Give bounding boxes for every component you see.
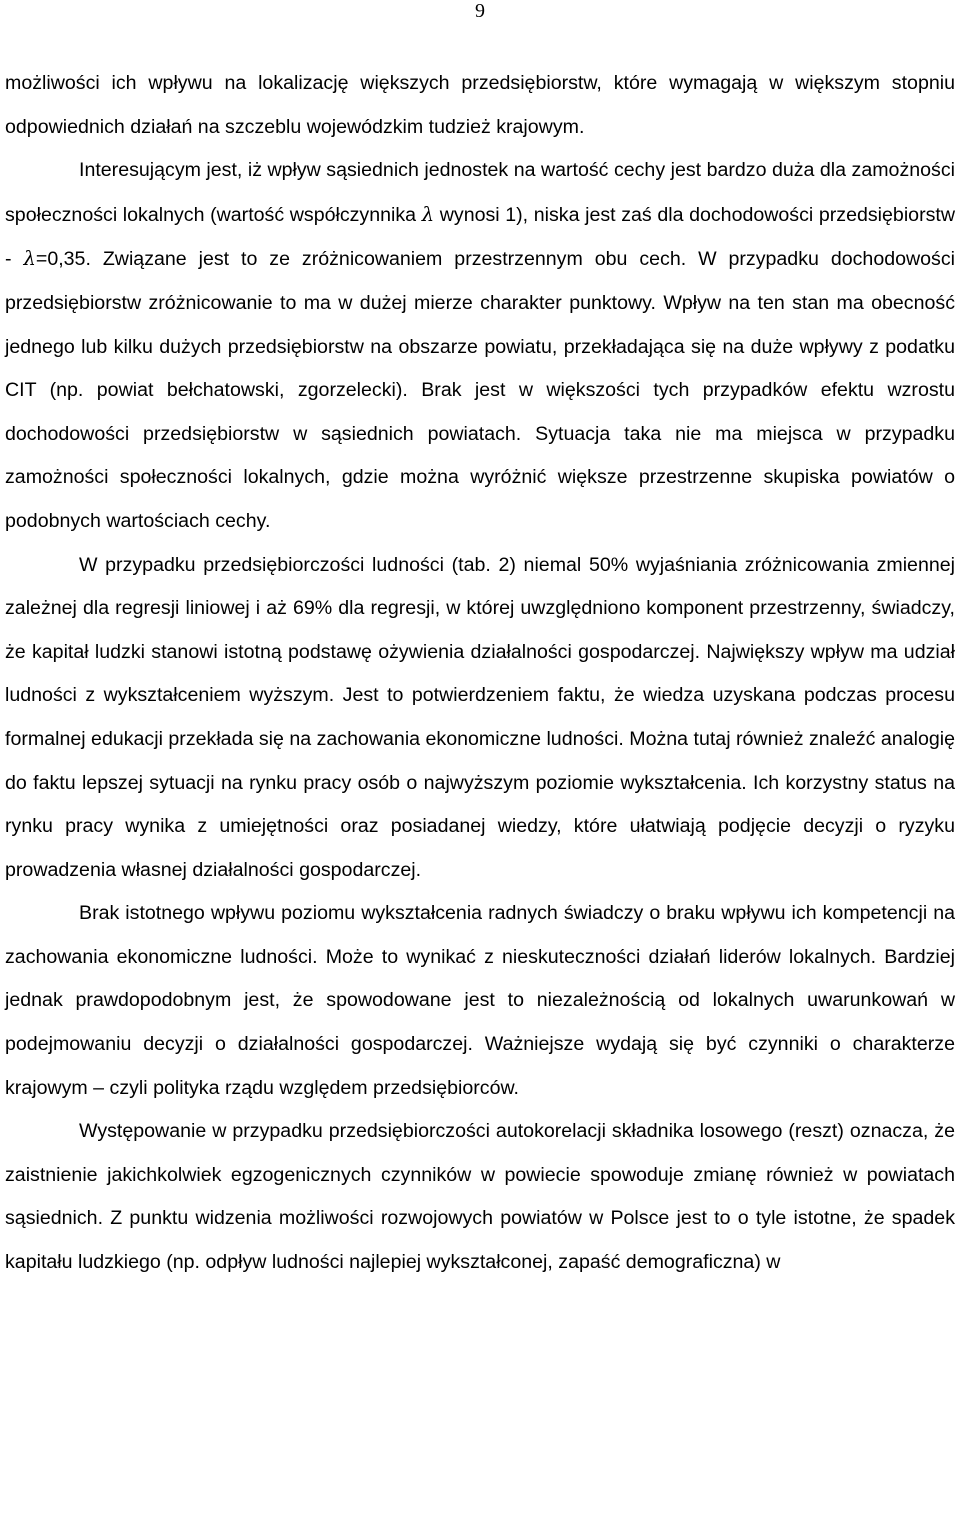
- paragraph-2-text-part-3: =0,35. Związane jest to ze zróżnicowaniem przestrzennym obu cech. W przypadku dochodowości przedsiębiorstw zróżnicowanie to ma w dużej mierze charakter punktowy. Wpływ na ten stan ma obecność jednego lub kilku dużych przedsiębiorstw na obszarze powiatu, przekładająca się na duże wpływy z podatku CIT (np. powiat bełchatowski, zgorzelecki). Brak jest w większości tych przypadków efektu wzrostu dochodowości przedsiębiorstw w sąsiednich powiatach. Sytuacja taka nie ma miejsca w przypadku zamożności społeczności lokalnych, gdzie można wyróżnić większe przestrzenne skupiska powiatów o podobnych wartościach cechy.: [5, 248, 956, 532]
- paragraph-5: Występowanie w przypadku przedsiębiorczości autokorelacji składnika losowego (reszt) oznacza, że zaistnienie jakichkolwiek egzogenicznych czynników w powiecie spowoduje zmianę również w powiatach sąsiednich. Z punktu widzenia możliwości rozwojowych powiatów w Polsce jest to o tyle istotne, że spadek kapitału ludzkiego (np. odpływ ludności najlepiej wykształconej, zapaść demograficzna) w: [5, 1120, 955, 1274]
- lambda-symbol: λ: [421, 202, 435, 226]
- page-number: 9: [475, 0, 485, 22]
- paragraph-2-text-part-1: Interesującym jest, iż wpływ sąsiednich jednostek na wartość cechy jest bardzo duża dla zamożności społeczności lokalnych (wartość współczynnika: [5, 159, 955, 226]
- paragraph-4: Brak istotnego wpływu poziomu wykształcenia radnych świadczy o braku wpływu ich kompetencji na zachowania ekonomiczne ludności. Może to wynikać z nieskuteczności działań liderów lokalnych. Bardziej jednak prawdopodobnym jest, że spowodowane jest to niezależnością od lokalnych uwarunkowań w podejmowaniu decyzji o działalności gospodarczej. Ważniejsze wydają się być czynniki o charakterze krajowym – czyli polityka rządu względem przedsiębiorców.: [5, 902, 955, 1099]
- paragraph-1: możliwości ich wpływu na lokalizację większych przedsiębiorstw, które wymagają w większym stopniu odpowiednich działań na szczeblu wojewódzkim tudzież krajowym.: [5, 72, 955, 138]
- paragraph-3: W przypadku przedsiębiorczości ludności (tab. 2) niemal 50% wyjaśniania zróżnicowania zmiennej zależnej dla regresji liniowej i aż 69% dla regresji, w której uwzględniono komponent przestrzenny, świadczy, że kapitał ludzki stanowi istotną podstawę ożywienia działalności gospodarczej. Największy wpływ ma udział ludności z wykształceniem wyższym. Jest to potwierdzeniem faktu, że wiedza uzyskana podczas procesu formalnej edukacji przekłada się na zachowania ekonomiczne ludności. Można tutaj również znaleźć analogię do faktu lepszej sytuacji na rynku pracy osób o najwyższym poziomie wykształcenia. Ich korzystny status na rynku pracy wynika z umiejętności oraz posiadanej wiedzy, które ułatwiają podjęcie decyzji o ryzyku prowadzenia własnej działalności gospodarczej.: [5, 553, 955, 881]
- paragraph-2: [5, 149, 955, 543]
- paragraph-2-text-part-2: wynosi 1), niska jest zaś dla dochodowości przedsiębiorstw -: [5, 203, 955, 271]
- lambda-symbol: λ: [23, 247, 36, 271]
- document-body: [5, 62, 955, 1285]
